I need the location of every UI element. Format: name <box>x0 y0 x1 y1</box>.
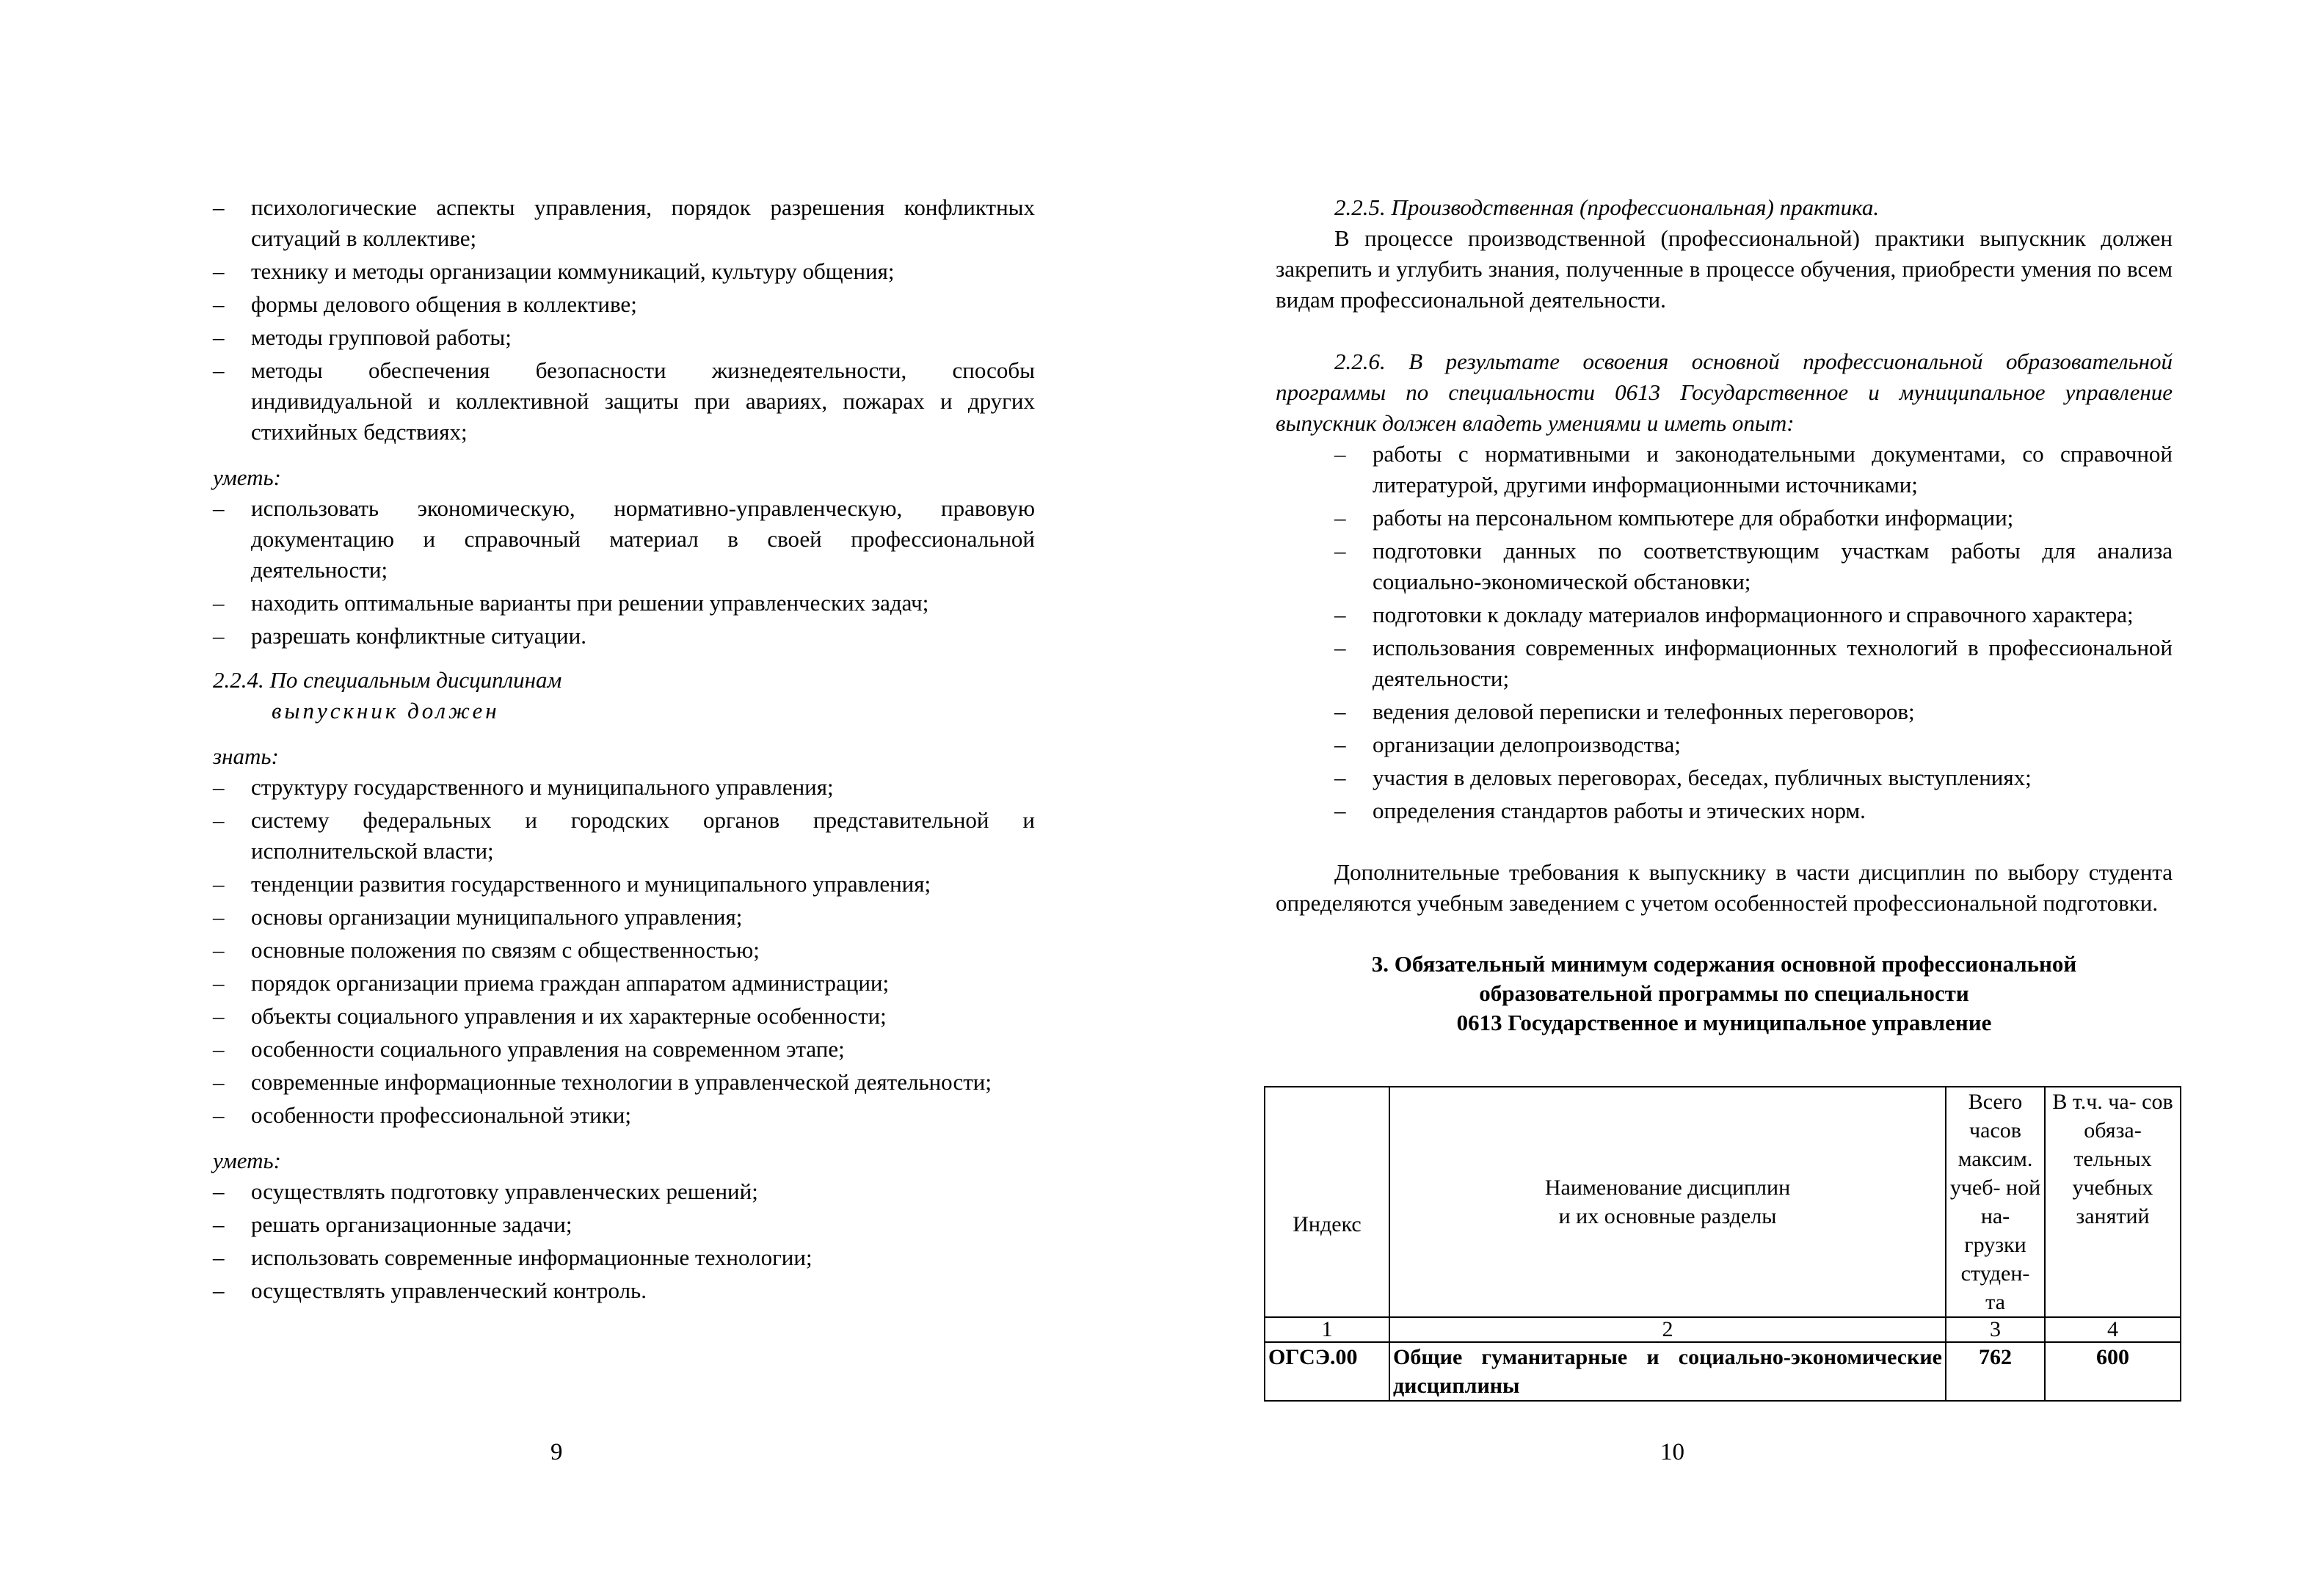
list-item: – использовать современные информационные технологии; <box>213 1245 813 1270</box>
table-cell: 2 <box>1389 1317 1946 1342</box>
list-item: – порядок организации приема граждан аппаратом администрации; <box>213 970 890 996</box>
list-item: – формы делового общения в коллективе; <box>213 291 637 317</box>
page-number-right: 10 <box>1660 1439 1684 1465</box>
list-item: – решать организационные задачи; <box>213 1211 572 1237</box>
page-number-left: 9 <box>550 1439 563 1465</box>
list-item: – особенности социального управления на современном этапе; <box>213 1036 845 1062</box>
header-name: Наименование дисциплин и их основные разделы <box>1389 1087 1946 1317</box>
list-item: – методы групповой работы; <box>213 324 512 350</box>
table-header-row <box>1265 1087 2181 1317</box>
list-item: – ведения деловой переписки и телефонных переговоров; <box>1334 699 1915 724</box>
table-cell: Общие гуманитарные и социально-экономические дисциплины <box>1389 1342 1946 1401</box>
list-item: – основы организации муниципального управления; <box>213 904 743 930</box>
table-cell: 600 <box>2045 1342 2181 1401</box>
section-2-2-4-subtitle: выпускник должен <box>272 698 500 724</box>
list-item: – тенденции развития государственного и муниципального управления; <box>213 871 931 897</box>
list-item: – психологические аспекты управления, порядок разрешения конфликтных ситуаций в коллективе; <box>213 194 1035 251</box>
umet-label: уметь: <box>213 1148 281 1173</box>
header-total-hours: Всего часов максим. учеб- ной на- грузки студен- та <box>1946 1087 2045 1317</box>
list-item: – объекты социального управления и их характерные особенности; <box>213 1003 887 1029</box>
knowledge-list <box>213 772 1035 1131</box>
list-item: – осуществлять управленческий контроль. <box>213 1278 647 1303</box>
list-item: – подготовки данных по соответствующим участкам работы для анализа социально-экономической обстановки; <box>1334 538 2173 594</box>
skills-list-1 <box>213 192 1035 448</box>
list-item: – основные положения по связям с общественностью; <box>213 937 760 963</box>
umet-label: уметь: <box>213 464 281 490</box>
list-item: – определения стандартов работы и этических норм. <box>1334 798 1866 823</box>
znat-label: знать: <box>213 743 279 769</box>
section-3-title: 3. Обязательный минимум содержания основной профессиональной образовательной программы по специальности 0613 Государственное и муниципальное управление <box>1371 951 2077 1035</box>
list-item: – технику и методы организации коммуникаций, культуру общения; <box>213 258 895 284</box>
table-number-row <box>1265 1317 2181 1342</box>
additional-requirements: Дополнительные требования к выпускнику в части дисциплин по выбору студента определяются учебным заведением с учетом особенностей профессиональной подготовки. <box>1276 859 2173 916</box>
list-item: – работы с нормативными и законодательными документами, со справочной литературой, другими информационными источниками; <box>1334 441 2173 498</box>
list-item: – систему федеральных и городских органов представительной и исполнительской власти; <box>213 807 1035 864</box>
list-item: – использовать экономическую, нормативно-управленческую, правовую документацию и справочный материал в своей профессиональной деятельности; <box>213 495 1035 583</box>
list-item: – подготовки к докладу материалов информационного и справочного характера; <box>1334 602 2134 627</box>
list-item: – осуществлять подготовку управленческих решений; <box>213 1178 758 1204</box>
table-cell: 1 <box>1265 1317 1389 1342</box>
list-item: – разрешать конфликтные ситуации. <box>213 623 586 649</box>
header-index: Индекс <box>1265 1087 1389 1317</box>
table-cell: 4 <box>2045 1317 2181 1342</box>
list-item: – участия в деловых переговорах, беседах, публичных выступлениях; <box>1334 765 2032 790</box>
section-2-2-5-text: В процессе производственной (профессиональной) практики выпускник должен закрепить и углубить знания, полученные в процессе обучения, приобрести умения по всем видам профессиональной деятельности. <box>1276 225 2173 313</box>
section-2-2-6-text: 2.2.6. В результате освоения основной профессиональной образовательной программы по специальности 0613 Государственное и муниципальное управление выпускник должен владеть умениями и иметь опыт: <box>1276 349 2173 436</box>
table-cell: 3 <box>1946 1317 2045 1342</box>
experience-list <box>1276 439 2173 826</box>
list-item: – использования современных информационных технологий в профессиональной деятельности; <box>1334 635 2173 691</box>
table-row <box>1265 1342 2181 1401</box>
list-item: – методы обеспечения безопасности жизнедеятельности, способы индивидуальной и коллективной защиты при авариях, пожарах и других стихийных бедствиях; <box>213 357 1035 445</box>
skills-list-2 <box>213 493 1035 652</box>
table-cell: 762 <box>1946 1342 2045 1401</box>
list-item: – организации делопроизводства; <box>1334 732 1681 757</box>
list-item: – структуру государственного и муниципального управления; <box>213 774 834 800</box>
list-item: – работы на персональном компьютере для обработки информации; <box>1334 505 2014 531</box>
section-2-2-4-title: 2.2.4. По специальным дисциплинам <box>213 667 562 693</box>
skills-list-3 <box>213 1176 1035 1306</box>
section-2-2-5-title: 2.2.5. Производственная (профессиональная) практика. <box>1334 194 1880 220</box>
list-item: – современные информационные технологии в управленческой деятельности; <box>213 1069 992 1095</box>
table-cell: ОГСЭ.00 <box>1265 1342 1389 1401</box>
header-class-hours: В т.ч. ча- сов обяза- тельных учебных занятий <box>2045 1087 2181 1317</box>
list-item: – находить оптимальные варианты при решении управленческих задач; <box>213 590 929 616</box>
list-item: – особенности профессиональной этики; <box>213 1102 631 1128</box>
discipline-table <box>1264 1086 2181 1402</box>
left-page <box>213 0 1035 1596</box>
